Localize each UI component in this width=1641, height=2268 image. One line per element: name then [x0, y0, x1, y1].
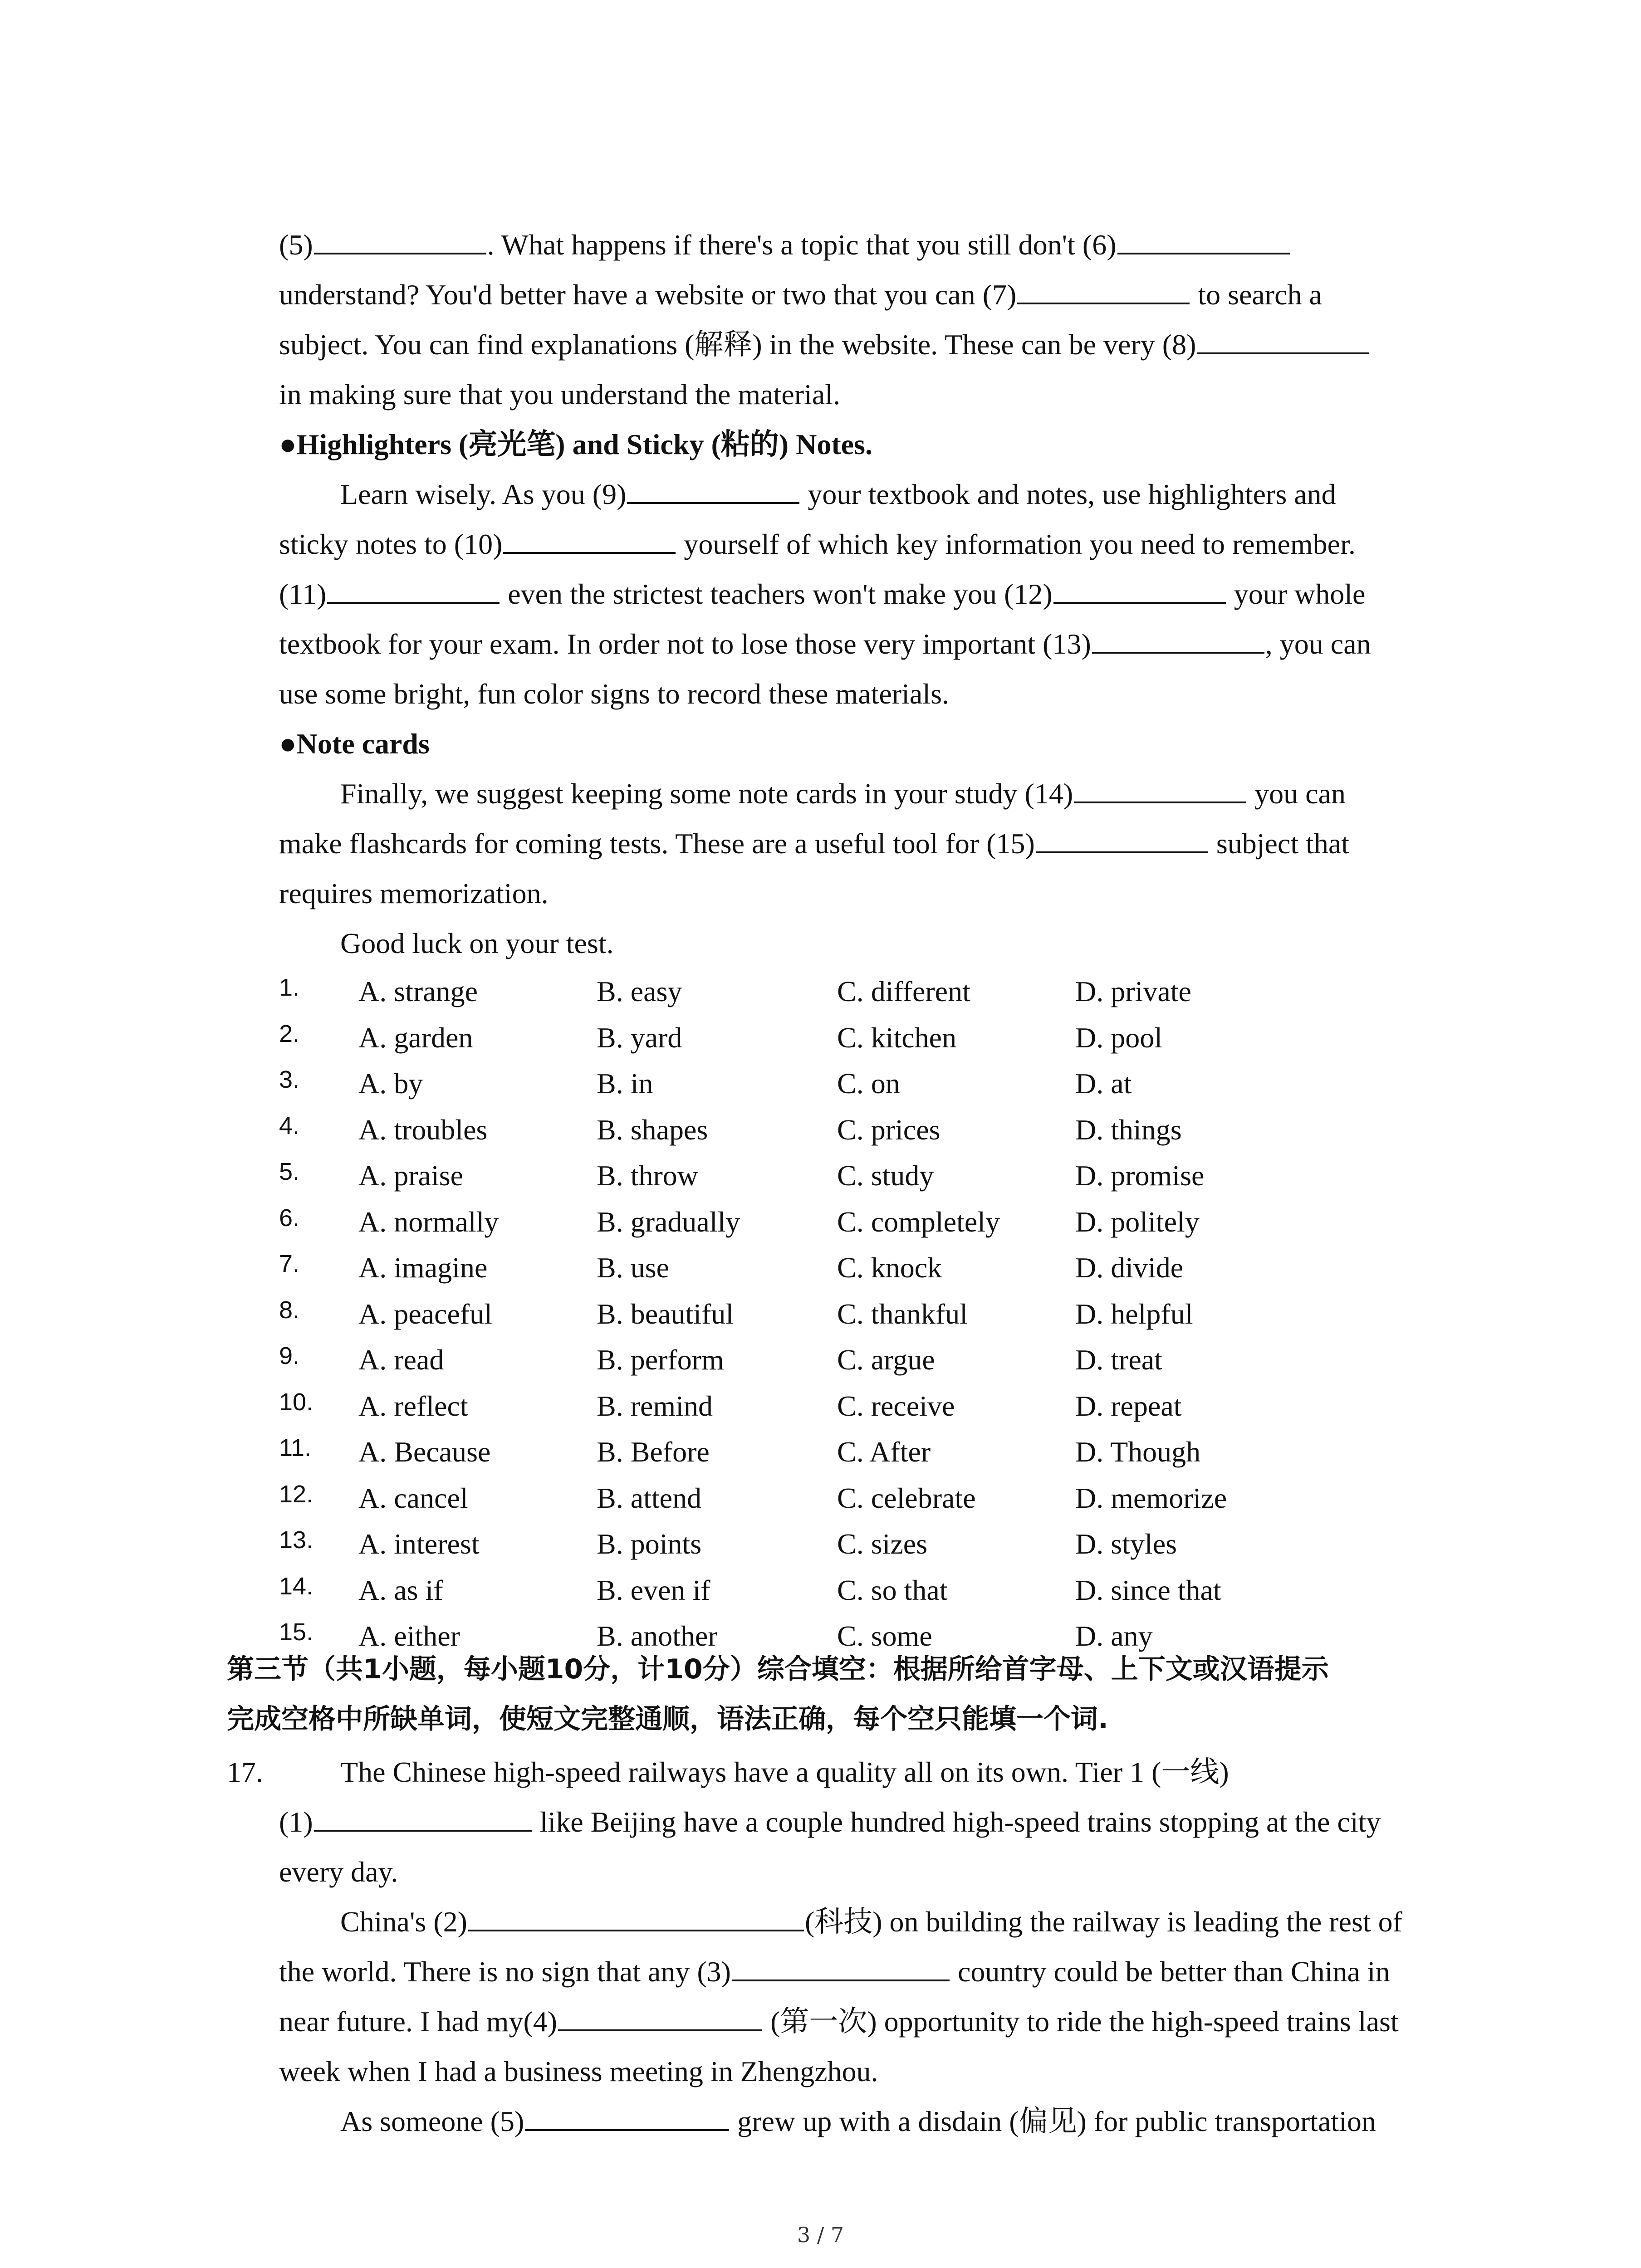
- option-row: [279, 1245, 1450, 1291]
- option-d[interactable]: D. since that: [1075, 1574, 1221, 1606]
- option-d[interactable]: D. private: [1075, 975, 1191, 1007]
- question-number: 7.: [279, 1250, 300, 1277]
- option-c[interactable]: C. sizes: [837, 1528, 928, 1560]
- option-a[interactable]: A. Because: [358, 1436, 491, 1468]
- option-d[interactable]: D. divide: [1075, 1251, 1184, 1284]
- option-b[interactable]: B. easy: [597, 975, 682, 1007]
- text: (第一次) opportunity to ride the high-speed trains last: [763, 2005, 1399, 2038]
- option-row: [279, 968, 1450, 1015]
- passage-line: [279, 819, 1450, 869]
- passage-line: [279, 569, 1450, 619]
- option-row: [279, 1337, 1450, 1383]
- option-b[interactable]: B. even if: [597, 1574, 710, 1606]
- passage-line: in making sure that you understand the material.: [279, 378, 840, 411]
- q17-line: [227, 2097, 1461, 2146]
- question-number: 14.: [279, 1572, 314, 1600]
- option-c[interactable]: C. different: [837, 975, 970, 1007]
- blank-14[interactable]: [1074, 772, 1246, 803]
- option-c[interactable]: C. argue: [837, 1344, 935, 1376]
- text: China's (2): [340, 1906, 467, 1938]
- text: . What happens if there's a topic that you still don't (6): [487, 229, 1117, 261]
- option-b[interactable]: B. attend: [597, 1481, 702, 1514]
- question-17: [227, 1747, 1461, 2146]
- text: Finally, we suggest keeping some note cards in your study (14): [340, 777, 1073, 810]
- passage-line: [279, 769, 1450, 819]
- option-b[interactable]: B. points: [597, 1528, 702, 1560]
- passage-line: [279, 619, 1450, 669]
- q17-line: [227, 1797, 1461, 1847]
- text: As someone (5): [340, 2105, 524, 2137]
- blank-11[interactable]: [327, 573, 500, 604]
- option-c[interactable]: C. celebrate: [837, 1481, 976, 1514]
- passage-line: requires memorization.: [279, 877, 549, 909]
- q17-blank-4[interactable]: [558, 2000, 762, 2031]
- passage-line: [279, 469, 1450, 519]
- option-d[interactable]: D. any: [1075, 1620, 1153, 1652]
- text: you can: [1247, 777, 1346, 810]
- text: subject. You can find explanations (解释) in the website. These can be very (8): [279, 328, 1196, 361]
- text: (11): [279, 578, 327, 610]
- option-row: [279, 1475, 1450, 1521]
- question-number: 4.: [279, 1112, 300, 1139]
- option-b[interactable]: B. Before: [597, 1436, 710, 1468]
- option-row: [279, 1383, 1450, 1429]
- option-d[interactable]: D. politely: [1075, 1205, 1200, 1238]
- passage-line: [279, 320, 1450, 370]
- option-a[interactable]: A. peaceful: [358, 1297, 492, 1330]
- text: sticky notes to (10): [279, 528, 503, 560]
- option-d[interactable]: D. promise: [1075, 1159, 1205, 1192]
- blank-9[interactable]: [627, 473, 799, 504]
- text: like Beijing have a couple hundred high-speed trains stopping at the city: [532, 1806, 1381, 1838]
- section-heading-highlighters: ●Highlighters (亮光笔) and Sticky (粘的) Notes.: [279, 428, 872, 460]
- option-b[interactable]: B. throw: [597, 1159, 698, 1192]
- option-c[interactable]: C. thankful: [837, 1297, 968, 1330]
- text: grew up with a disdain (偏见) for public transportation: [730, 2105, 1376, 2137]
- option-b[interactable]: B. gradually: [597, 1205, 740, 1238]
- option-b[interactable]: B. use: [597, 1251, 669, 1284]
- text: (1): [279, 1806, 313, 1838]
- question-number: 3.: [279, 1066, 300, 1093]
- text: your textbook and notes, use highlighters and: [800, 478, 1336, 510]
- question-number: 8.: [279, 1296, 300, 1324]
- option-c[interactable]: C. so that: [837, 1574, 948, 1606]
- option-a[interactable]: A. imagine: [358, 1251, 488, 1284]
- option-a[interactable]: A. reflect: [358, 1389, 468, 1422]
- blank-13[interactable]: [1092, 623, 1264, 654]
- blank-6[interactable]: [1117, 224, 1290, 254]
- option-b[interactable]: B. in: [597, 1067, 653, 1100]
- text: (5): [279, 229, 313, 261]
- question-number: 13.: [279, 1526, 314, 1554]
- option-a[interactable]: A. troubles: [358, 1113, 488, 1146]
- text: , you can: [1265, 628, 1371, 660]
- question-number: 2.: [279, 1020, 300, 1047]
- q17-line: [227, 1897, 1461, 1947]
- q17-line: [227, 1997, 1461, 2047]
- option-c[interactable]: C. on: [837, 1067, 900, 1100]
- option-a[interactable]: A. interest: [358, 1528, 480, 1560]
- option-row: [279, 1567, 1450, 1613]
- option-d[interactable]: D. treat: [1075, 1344, 1162, 1376]
- text: The Chinese high-speed railways have a quality all on its own. Tier 1 (一线): [340, 1756, 1229, 1788]
- option-d[interactable]: D. styles: [1075, 1528, 1177, 1560]
- option-c[interactable]: C. receive: [837, 1389, 955, 1422]
- option-a[interactable]: A. normally: [358, 1205, 499, 1238]
- option-c[interactable]: C. completely: [837, 1205, 1000, 1238]
- question-number: 10.: [279, 1388, 314, 1416]
- question-number: 6.: [279, 1204, 300, 1232]
- option-b[interactable]: B. another: [597, 1620, 718, 1652]
- blank-15[interactable]: [1036, 822, 1208, 853]
- blank-12[interactable]: [1053, 573, 1226, 604]
- option-row: [279, 1429, 1450, 1475]
- blank-7[interactable]: [1017, 274, 1190, 304]
- passage-line: Good luck on your test.: [340, 927, 614, 959]
- passage-line: [279, 220, 1450, 270]
- option-row: [279, 1521, 1450, 1567]
- reading-passage: [279, 220, 1450, 1659]
- option-b[interactable]: B. remind: [597, 1389, 713, 1422]
- text: to search a: [1190, 279, 1322, 311]
- q17-line: [227, 1747, 1461, 1797]
- option-row: [279, 1199, 1450, 1245]
- text: near future. I had my(4): [279, 2005, 558, 2038]
- section-heading-note-cards: ●Note cards: [279, 728, 430, 760]
- option-row: [279, 1015, 1450, 1061]
- text: the world. There is no sign that any (3): [279, 1955, 731, 1988]
- question-number: 11.: [279, 1434, 312, 1461]
- option-c[interactable]: C. knock: [837, 1251, 942, 1284]
- option-d[interactable]: D. things: [1075, 1113, 1182, 1146]
- option-c[interactable]: C. After: [837, 1436, 931, 1468]
- option-row: [279, 1107, 1450, 1153]
- option-a[interactable]: A. read: [358, 1344, 444, 1376]
- question-number: 9.: [279, 1342, 300, 1369]
- option-row: [279, 1291, 1450, 1337]
- question-number: 15.: [279, 1618, 314, 1646]
- question-number: 12.: [279, 1480, 314, 1508]
- text: your whole: [1226, 578, 1366, 610]
- option-a[interactable]: A. as if: [358, 1574, 443, 1606]
- option-b[interactable]: B. shapes: [597, 1113, 708, 1146]
- option-d[interactable]: D. memorize: [1075, 1481, 1227, 1514]
- option-b[interactable]: B. perform: [597, 1344, 724, 1376]
- q17-line: [227, 1947, 1461, 1997]
- option-c[interactable]: C. some: [837, 1620, 932, 1652]
- page-number: 3 / 7: [797, 2223, 844, 2247]
- blank-8[interactable]: [1197, 323, 1369, 354]
- question-number: 5.: [279, 1158, 300, 1185]
- blank-5[interactable]: [314, 224, 486, 254]
- option-a[interactable]: A. garden: [358, 1021, 473, 1054]
- text: even the strictest teachers won't make you (12): [500, 578, 1053, 610]
- q17-blank-2[interactable]: [468, 1901, 804, 1931]
- passage-line: [279, 519, 1450, 569]
- options-list: [279, 968, 1450, 1659]
- instruction-line: 完成空格中所缺单词，使短文完整通顺，语法正确，每个空只能填一个词.: [227, 1703, 1108, 1735]
- option-c[interactable]: C. kitchen: [837, 1021, 957, 1054]
- option-a[interactable]: A. cancel: [358, 1481, 468, 1514]
- option-d[interactable]: D. at: [1075, 1067, 1132, 1100]
- text: country could be better than China in: [950, 1955, 1390, 1988]
- q17-line: every day.: [279, 1856, 398, 1888]
- text: make flashcards for coming tests. These are a useful tool for (15): [279, 827, 1035, 860]
- option-d[interactable]: D. Though: [1075, 1436, 1201, 1468]
- option-a[interactable]: A. praise: [358, 1159, 464, 1192]
- instruction-line: 第三节（共1小题，每小题10分，计10分）综合填空：根据所给首字母、上下文或汉语提示: [227, 1653, 1329, 1685]
- q17-blank-5[interactable]: [525, 2100, 729, 2131]
- question-number: 17.: [227, 1756, 263, 1788]
- option-d[interactable]: D. helpful: [1075, 1297, 1193, 1330]
- q17-blank-1[interactable]: [314, 1801, 532, 1832]
- option-b[interactable]: B. beautiful: [597, 1297, 734, 1330]
- blank-10[interactable]: [503, 523, 676, 554]
- text: Learn wisely. As you (9): [340, 478, 627, 510]
- text: yourself of which key information you need to remember.: [676, 528, 1356, 560]
- option-d[interactable]: D. repeat: [1075, 1389, 1182, 1422]
- q17-line: week when I had a business meeting in Zhengzhou.: [279, 2055, 878, 2087]
- option-a[interactable]: A. strange: [358, 975, 478, 1007]
- q17-blank-3[interactable]: [732, 1950, 950, 1981]
- option-a[interactable]: A. by: [358, 1067, 423, 1100]
- text: (科技) on building the railway is leading the rest of: [804, 1906, 1402, 1938]
- option-c[interactable]: C. study: [837, 1159, 934, 1192]
- option-row: [279, 1153, 1450, 1199]
- option-c[interactable]: C. prices: [837, 1113, 941, 1146]
- passage-line: use some bright, fun color signs to record these materials.: [279, 678, 949, 710]
- text: understand? You'd better have a website or two that you can (7): [279, 279, 1017, 311]
- section-three-instructions: [227, 1644, 1461, 1744]
- option-a[interactable]: A. either: [358, 1620, 460, 1652]
- text: subject that: [1209, 827, 1350, 860]
- text: textbook for your exam. In order not to lose those very important (13): [279, 628, 1091, 660]
- option-row: [279, 1061, 1450, 1107]
- passage-line: [279, 270, 1450, 320]
- question-number: 1.: [279, 974, 300, 1001]
- option-d[interactable]: D. pool: [1075, 1021, 1162, 1054]
- option-b[interactable]: B. yard: [597, 1021, 682, 1054]
